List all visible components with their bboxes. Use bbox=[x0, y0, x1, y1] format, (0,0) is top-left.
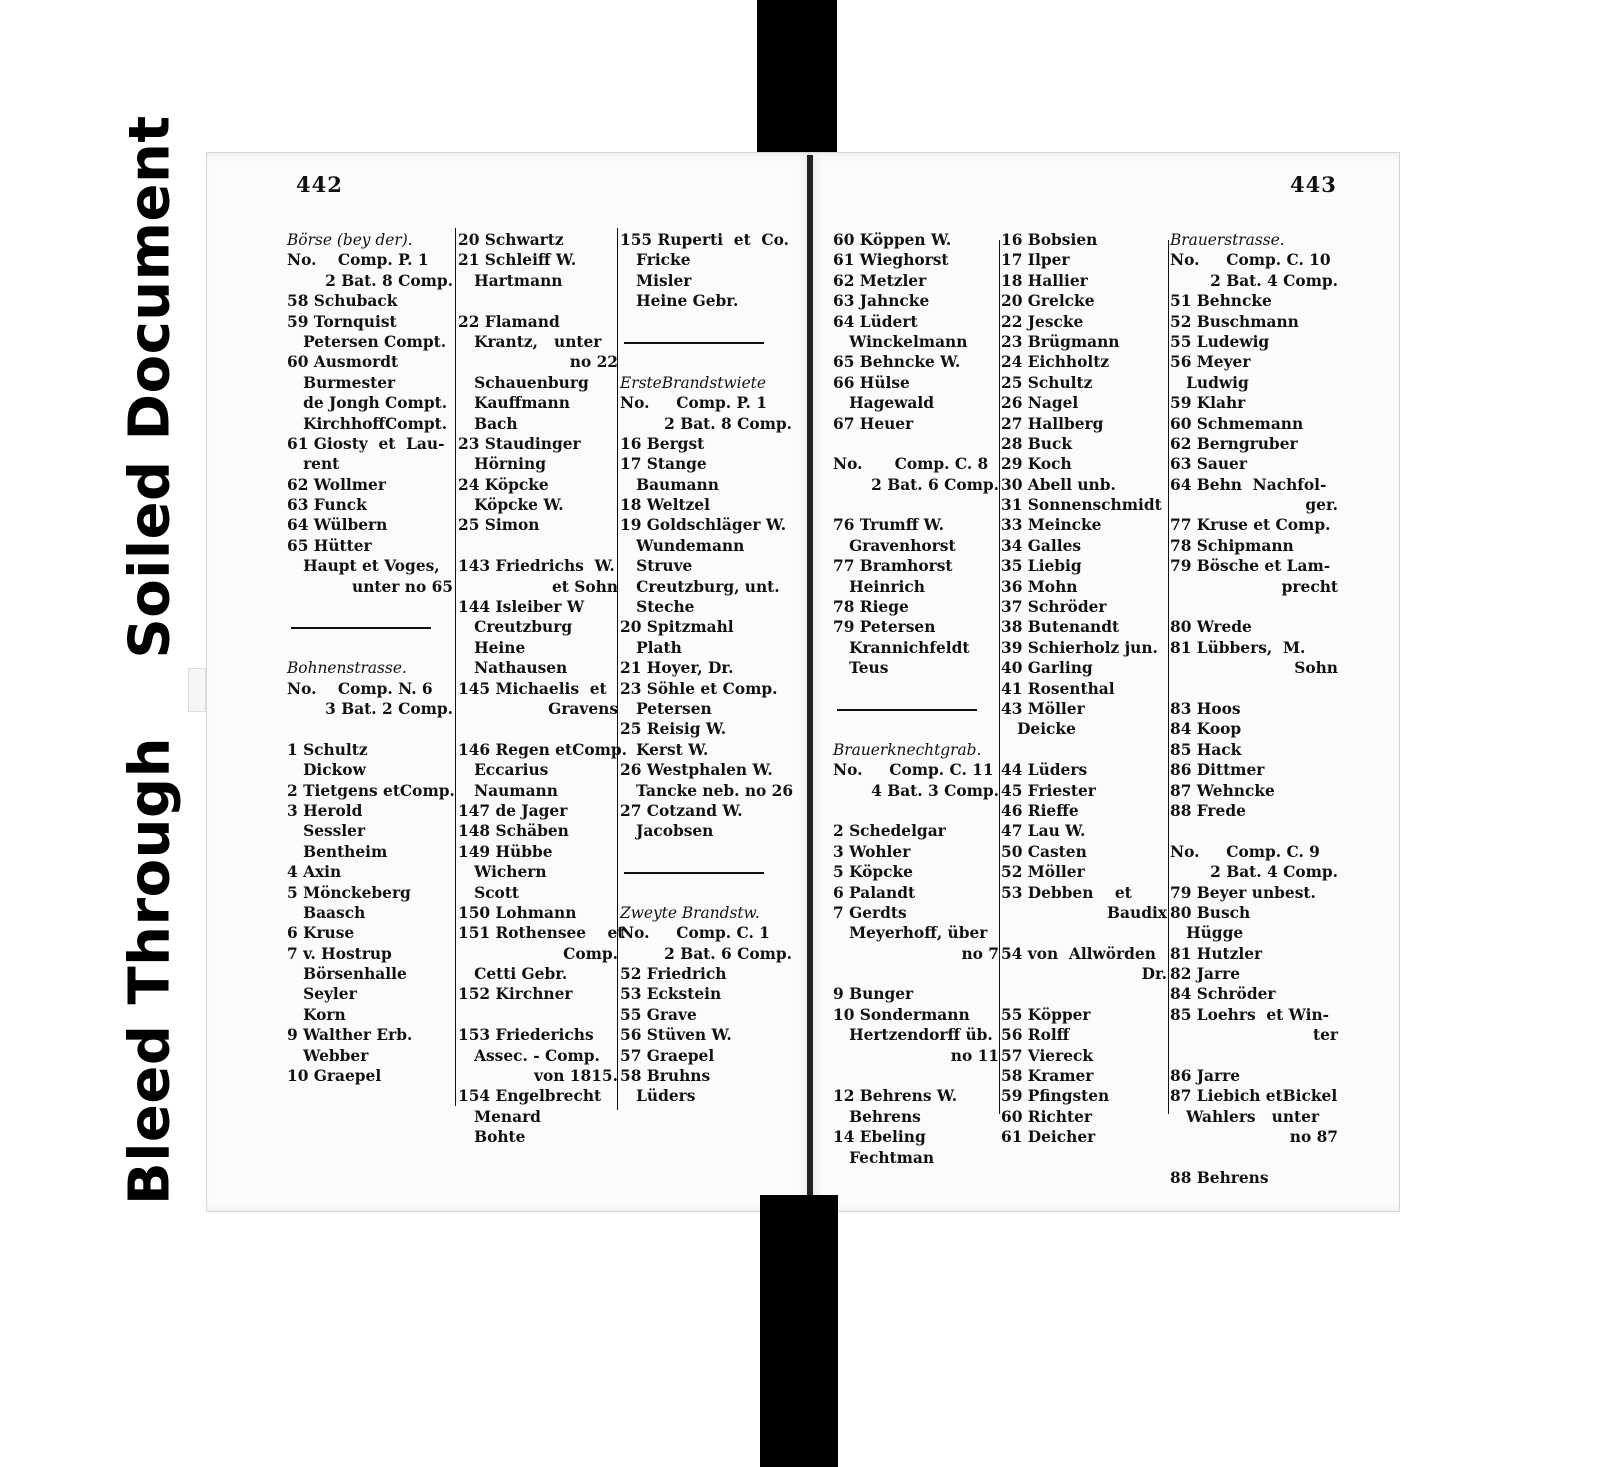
directory-entry: 2 Bat. 4 Comp. bbox=[1210, 271, 1338, 290]
spacer bbox=[1001, 923, 1167, 943]
directory-entry: 28 Buck bbox=[1001, 434, 1073, 453]
directory-entry: Heinrich bbox=[833, 577, 925, 596]
directory-entry: 16 Bergst bbox=[620, 434, 705, 453]
directory-entry: 59 Klahr bbox=[1170, 394, 1246, 413]
directory-entry: 66 Hülse bbox=[833, 373, 910, 392]
directory-entry: Comp. bbox=[563, 944, 618, 963]
directory-entry: 1 Schultz bbox=[287, 740, 368, 759]
directory-entry: 58 Schuback bbox=[287, 292, 398, 311]
directory-entry: 26 Westphalen W. bbox=[620, 761, 773, 780]
directory-entry: 22 Jescke bbox=[1001, 312, 1084, 331]
directory-entry: Burmester bbox=[287, 373, 396, 392]
column-rule bbox=[1168, 240, 1169, 1114]
directory-entry: de Jongh Compt. bbox=[287, 394, 448, 413]
directory-entry: 26 Nagel bbox=[1001, 394, 1079, 413]
directory-entry: precht bbox=[1281, 577, 1338, 596]
street-heading: Börse (bey der). bbox=[287, 231, 413, 249]
directory-entry: Fechtman bbox=[833, 1148, 935, 1167]
stamp-soiled-document: Soiled Document bbox=[117, 115, 183, 659]
directory-entry: unter no 65 bbox=[352, 577, 453, 596]
spacer bbox=[833, 1066, 999, 1086]
directory-entry: Gravens bbox=[548, 699, 618, 718]
directory-entry: 6 Palandt bbox=[833, 883, 916, 902]
directory-entry: Baasch bbox=[287, 903, 366, 922]
stamp-label bbox=[117, 115, 183, 1205]
directory-entry: Dr. bbox=[1141, 965, 1167, 984]
directory-entry: 56 Rolff bbox=[1001, 1026, 1070, 1045]
directory-entry: Webber bbox=[287, 1046, 369, 1065]
directory-entry: Korn bbox=[287, 1005, 346, 1024]
directory-entry: Winckelmann bbox=[833, 332, 968, 351]
spacer bbox=[458, 719, 618, 739]
column-rule bbox=[455, 228, 456, 1106]
directory-entry: 43 Möller bbox=[1001, 699, 1085, 718]
directory-entry: 81 Lübbers, M. bbox=[1170, 638, 1306, 657]
page-number-right: 443 bbox=[1290, 172, 1337, 197]
directory-entry: 64 Lüdert bbox=[833, 312, 918, 331]
directory-entry: 83 Hoos bbox=[1170, 699, 1241, 718]
directory-entry: 79 Beyer unbest. bbox=[1170, 883, 1316, 902]
directory-entry: 85 Loehrs et Win- bbox=[1170, 1005, 1330, 1024]
directory-entry: Köpcke W. bbox=[458, 496, 564, 515]
directory-entry: 86 Jarre bbox=[1170, 1067, 1241, 1086]
directory-entry: 14 Ebeling bbox=[833, 1128, 926, 1147]
directory-entry: 60 Richter bbox=[1001, 1107, 1092, 1126]
directory-entry: 23 Brügmann bbox=[1001, 332, 1120, 351]
spacer bbox=[620, 842, 792, 862]
directory-entry: Haupt et Voges, bbox=[287, 557, 440, 576]
directory-entry: 64 Behn Nachfol- bbox=[1170, 475, 1327, 494]
directory-entry: 63 Funck bbox=[287, 496, 367, 515]
directory-entry: Wahlers unter bbox=[1170, 1107, 1320, 1126]
spacer bbox=[1170, 597, 1338, 617]
directory-entry: No. Comp. P. 1 bbox=[620, 394, 767, 413]
directory-entry: 67 Heuer bbox=[833, 414, 914, 433]
directory-entry: Hörning bbox=[458, 455, 546, 474]
directory-entry: KirchhoffCompt. bbox=[287, 414, 448, 433]
directory-entry: 144 Isleiber W bbox=[458, 598, 585, 617]
directory-entry: 77 Kruse et Comp. bbox=[1170, 516, 1331, 535]
directory-entry: 77 Bramhorst bbox=[833, 557, 953, 576]
directory-entry: 152 Kirchner bbox=[458, 985, 573, 1004]
directory-entry: 148 Schäben bbox=[458, 822, 569, 841]
directory-entry: 9 Walther Erb. bbox=[287, 1026, 413, 1045]
directory-entry: 3 Wohler bbox=[833, 842, 911, 861]
directory-entry: Misler bbox=[620, 271, 692, 290]
directory-entry: 3 Bat. 2 Comp. bbox=[325, 699, 453, 718]
directory-entry: 80 Wrede bbox=[1170, 618, 1252, 637]
directory-column-5 bbox=[1001, 230, 1167, 1148]
spacer bbox=[1170, 1046, 1338, 1066]
spacer bbox=[833, 964, 999, 984]
directory-entry: Creutzburg, unt. bbox=[620, 577, 780, 596]
directory-entry: Wundemann bbox=[620, 536, 745, 555]
directory-entry: 60 Ausmordt bbox=[287, 353, 399, 372]
directory-entry: 40 Garling bbox=[1001, 659, 1093, 678]
directory-entry: Cetti Gebr. bbox=[458, 965, 568, 984]
section-divider bbox=[287, 617, 453, 637]
directory-entry: 63 Jahncke bbox=[833, 292, 930, 311]
spacer bbox=[287, 597, 453, 617]
directory-entry: Lüders bbox=[620, 1087, 696, 1106]
directory-entry: 55 Grave bbox=[620, 1005, 697, 1024]
directory-entry: Kauffmann bbox=[458, 394, 570, 413]
directory-entry: et Sohn bbox=[551, 577, 618, 596]
directory-entry: Struve bbox=[620, 557, 693, 576]
directory-entry: 58 Bruhns bbox=[620, 1067, 711, 1086]
directory-entry: 24 Köpcke bbox=[458, 475, 549, 494]
directory-entry: von 1815. bbox=[534, 1067, 618, 1086]
directory-entry: 62 Berngruber bbox=[1170, 434, 1298, 453]
directory-entry: Ludwig bbox=[1170, 373, 1249, 392]
directory-entry: Wichern bbox=[458, 863, 547, 882]
directory-entry: 39 Schierholz jun. bbox=[1001, 638, 1158, 657]
directory-entry: no 7 bbox=[961, 944, 999, 963]
directory-entry: 88 Behrens bbox=[1170, 1168, 1269, 1187]
directory-entry: 53 Debben et bbox=[1001, 883, 1132, 902]
directory-column-1 bbox=[287, 230, 453, 1086]
directory-entry: 25 Simon bbox=[458, 516, 540, 535]
directory-entry: Kerst W. bbox=[620, 740, 709, 759]
directory-entry: 21 Hoyer, Dr. bbox=[620, 659, 734, 678]
directory-entry: 2 Bat. 6 Comp. bbox=[664, 944, 792, 963]
directory-entry: No. Comp. P. 1 bbox=[287, 251, 429, 270]
directory-entry: 34 Galles bbox=[1001, 536, 1082, 555]
directory-entry: Krannichfeldt bbox=[833, 638, 970, 657]
directory-entry: 31 Sonnenschmidt bbox=[1001, 496, 1162, 515]
directory-column-4 bbox=[833, 230, 999, 1168]
directory-entry: Baudix bbox=[1107, 903, 1167, 922]
spacer bbox=[833, 495, 999, 515]
directory-entry: Creutzburg bbox=[458, 618, 573, 637]
directory-entry: Tancke neb. no 26 bbox=[620, 781, 794, 800]
spacer bbox=[620, 883, 792, 903]
directory-entry: Petersen Compt. bbox=[287, 332, 447, 351]
directory-entry: 65 Behncke W. bbox=[833, 353, 961, 372]
street-heading: ErsteBrandstwiete bbox=[620, 373, 766, 392]
directory-entry: 54 von Allwörden bbox=[1001, 944, 1156, 963]
column-rule bbox=[617, 228, 618, 1110]
directory-entry: no 22 bbox=[569, 353, 618, 372]
directory-entry: 4 Bat. 3 Comp. bbox=[871, 781, 999, 800]
directory-entry: 52 Friedrich bbox=[620, 965, 727, 984]
directory-entry: 20 Schwartz bbox=[458, 231, 564, 249]
directory-entry: 65 Hütter bbox=[287, 536, 372, 555]
directory-entry: 44 Lüders bbox=[1001, 761, 1088, 780]
directory-entry: 19 Goldschläger W. bbox=[620, 516, 787, 535]
directory-entry: Gravenhorst bbox=[833, 536, 956, 555]
directory-entry: 56 Meyer bbox=[1170, 353, 1251, 372]
directory-entry: 2 Bat. 4 Comp. bbox=[1210, 863, 1338, 882]
directory-entry: 24 Eichholtz bbox=[1001, 353, 1110, 372]
directory-entry: 151 Rothensee et bbox=[458, 924, 625, 943]
directory-entry: 7 v. Hostrup bbox=[287, 944, 392, 963]
spacer bbox=[458, 536, 618, 556]
directory-entry: Naumann bbox=[458, 781, 558, 800]
directory-entry: ter bbox=[1312, 1026, 1338, 1045]
directory-entry: 50 Casten bbox=[1001, 842, 1087, 861]
directory-entry: 88 Frede bbox=[1170, 801, 1246, 820]
directory-entry: No. Comp. C. 1 bbox=[620, 924, 770, 943]
directory-entry: 155 Ruperti et Co. bbox=[620, 231, 790, 249]
directory-entry: 6 Kruse bbox=[287, 924, 355, 943]
directory-entry: 36 Mohn bbox=[1001, 577, 1078, 596]
directory-entry: 18 Hallier bbox=[1001, 271, 1088, 290]
directory-column-6 bbox=[1170, 230, 1338, 1188]
directory-entry: 52 Buschmann bbox=[1170, 312, 1299, 331]
directory-entry: 78 Riege bbox=[833, 598, 909, 617]
directory-entry: 25 Schultz bbox=[1001, 373, 1093, 392]
directory-entry: Deicke bbox=[1001, 720, 1076, 739]
directory-entry: 150 Lohmann bbox=[458, 903, 577, 922]
directory-entry: 20 Spitzmahl bbox=[620, 618, 734, 637]
spacer bbox=[287, 719, 453, 739]
directory-entry: no 87 bbox=[1289, 1128, 1338, 1147]
directory-entry: 146 Regen etComp. bbox=[458, 740, 627, 759]
directory-entry: 41 Rosenthal bbox=[1001, 679, 1115, 698]
directory-entry: Börsenhalle bbox=[287, 965, 407, 984]
spacer bbox=[833, 679, 999, 699]
directory-entry: 22 Flamand bbox=[458, 312, 560, 331]
directory-entry: 38 Butenandt bbox=[1001, 618, 1120, 637]
directory-entry: 2 Tietgens etComp. bbox=[287, 781, 455, 800]
directory-entry: 61 Deicher bbox=[1001, 1128, 1096, 1147]
directory-entry: Menard bbox=[458, 1107, 541, 1126]
street-heading: Brauerstrasse. bbox=[1170, 231, 1285, 249]
spacer bbox=[833, 434, 999, 454]
directory-entry: 76 Trumff W. bbox=[833, 516, 944, 535]
directory-entry: Sohn bbox=[1294, 659, 1338, 678]
spacer bbox=[1170, 821, 1338, 841]
directory-entry: no 11 bbox=[950, 1046, 999, 1065]
directory-entry: Heine bbox=[458, 638, 526, 657]
directory-entry: 61 Giosty et Lau- bbox=[287, 434, 445, 453]
directory-entry: 64 Wülbern bbox=[287, 516, 388, 535]
spacer bbox=[833, 719, 999, 739]
directory-entry: 58 Kramer bbox=[1001, 1067, 1094, 1086]
directory-column-3 bbox=[620, 230, 792, 1107]
directory-entry: Bach bbox=[458, 414, 518, 433]
directory-entry: 53 Eckstein bbox=[620, 985, 722, 1004]
directory-entry: 63 Sauer bbox=[1170, 455, 1247, 474]
directory-entry: 37 Schröder bbox=[1001, 598, 1107, 617]
directory-entry: 10 Graepel bbox=[287, 1067, 382, 1086]
directory-entry: 52 Möller bbox=[1001, 863, 1085, 882]
directory-entry: 87 Liebich etBickel bbox=[1170, 1087, 1338, 1106]
directory-entry: Hertzendorff üb. bbox=[833, 1026, 993, 1045]
directory-entry: No. Comp. C. 9 bbox=[1170, 842, 1320, 861]
directory-entry: Nathausen bbox=[458, 659, 568, 678]
section-divider bbox=[620, 332, 792, 352]
directory-entry: 27 Hallberg bbox=[1001, 414, 1104, 433]
directory-entry: Sessler bbox=[287, 822, 366, 841]
directory-entry: Fricke bbox=[620, 251, 691, 270]
directory-entry: 45 Friester bbox=[1001, 781, 1096, 800]
directory-entry: 82 Jarre bbox=[1170, 965, 1241, 984]
directory-entry: No. Comp. C. 11 bbox=[833, 761, 994, 780]
directory-column-2 bbox=[458, 230, 627, 1148]
spacer bbox=[620, 312, 792, 332]
directory-entry: Hagewald bbox=[833, 394, 934, 413]
directory-entry: 23 Staudinger bbox=[458, 434, 581, 453]
directory-entry: 51 Behncke bbox=[1170, 292, 1272, 311]
directory-entry: Jacobsen bbox=[620, 822, 714, 841]
directory-entry: rent bbox=[287, 455, 340, 474]
directory-entry: Steche bbox=[620, 598, 695, 617]
directory-entry: 60 Schmemann bbox=[1170, 414, 1304, 433]
column-rule bbox=[999, 240, 1000, 1114]
directory-entry: 29 Koch bbox=[1001, 455, 1072, 474]
directory-entry: 33 Meincke bbox=[1001, 516, 1102, 535]
street-heading: Bohnenstrasse. bbox=[287, 659, 407, 678]
directory-entry: 143 Friedrichs W. bbox=[458, 557, 615, 576]
spacer bbox=[458, 1005, 618, 1025]
directory-entry: Plath bbox=[620, 638, 682, 657]
directory-entry: 27 Cotzand W. bbox=[620, 801, 743, 820]
directory-entry: 145 Michaelis et bbox=[458, 679, 607, 698]
directory-entry: Dickow bbox=[287, 761, 366, 780]
directory-entry: 59 Pfingsten bbox=[1001, 1087, 1110, 1106]
directory-entry: Schauenburg bbox=[458, 373, 589, 392]
spacer bbox=[1170, 679, 1338, 699]
directory-entry: 80 Busch bbox=[1170, 903, 1251, 922]
spacer bbox=[458, 291, 618, 311]
directory-entry: 56 Stüven W. bbox=[620, 1026, 732, 1045]
section-divider bbox=[833, 699, 999, 719]
directory-entry: No. Comp. C. 8 bbox=[833, 455, 989, 474]
directory-entry: 47 Lau W. bbox=[1001, 822, 1086, 841]
stamp-bleed-through: Bleed Through bbox=[117, 737, 183, 1205]
directory-entry: 2 Bat. 8 Comp. bbox=[664, 414, 792, 433]
directory-entry: 62 Wollmer bbox=[287, 475, 386, 494]
directory-entry: 78 Schipmann bbox=[1170, 536, 1294, 555]
spacer bbox=[1001, 740, 1167, 760]
directory-entry: 21 Schleiff W. bbox=[458, 251, 577, 270]
directory-entry: 35 Liebig bbox=[1001, 557, 1082, 576]
directory-entry: 12 Behrens W. bbox=[833, 1087, 958, 1106]
directory-entry: Assec. - Comp. bbox=[458, 1046, 600, 1065]
directory-entry: 153 Friederichs bbox=[458, 1026, 594, 1045]
directory-entry: No. Comp. N. 6 bbox=[287, 679, 433, 698]
directory-entry: 20 Grelcke bbox=[1001, 292, 1095, 311]
directory-entry: 2 Bat. 8 Comp. bbox=[325, 271, 453, 290]
directory-entry: 7 Gerdts bbox=[833, 903, 907, 922]
directory-entry: 2 Bat. 6 Comp. bbox=[871, 475, 999, 494]
directory-entry: Scott bbox=[458, 883, 520, 902]
section-divider bbox=[620, 862, 792, 882]
book-spine-bottom bbox=[760, 1195, 838, 1467]
directory-entry: 4 Axin bbox=[287, 863, 342, 882]
directory-entry: 5 Mönckeberg bbox=[287, 883, 411, 902]
spacer bbox=[1001, 984, 1167, 1004]
directory-entry: 61 Wieghorst bbox=[833, 251, 949, 270]
directory-entry: 59 Tornquist bbox=[287, 312, 397, 331]
directory-entry: 84 Schröder bbox=[1170, 985, 1276, 1004]
directory-entry: 81 Hutzler bbox=[1170, 944, 1263, 963]
directory-entry: 3 Herold bbox=[287, 801, 363, 820]
directory-entry: Seyler bbox=[287, 985, 357, 1004]
directory-entry: 147 de Jager bbox=[458, 801, 568, 820]
directory-entry: 5 Köpcke bbox=[833, 863, 913, 882]
directory-entry: Krantz, unter bbox=[458, 332, 602, 351]
directory-entry: 10 Sondermann bbox=[833, 1005, 970, 1024]
spacer bbox=[620, 352, 792, 372]
book-spine-top bbox=[757, 0, 837, 160]
page-tab bbox=[188, 668, 206, 712]
page-number-left: 442 bbox=[296, 172, 343, 197]
directory-entry: 62 Metzler bbox=[833, 271, 927, 290]
directory-entry: Hartmann bbox=[458, 271, 563, 290]
street-heading: Brauerknechtgrab. bbox=[833, 740, 982, 759]
street-heading: Zweyte Brandstw. bbox=[620, 903, 760, 922]
directory-entry: 16 Bobsien bbox=[1001, 231, 1098, 249]
directory-entry: Baumann bbox=[620, 475, 719, 494]
book-gutter bbox=[807, 155, 813, 1210]
directory-entry: 46 Rieffe bbox=[1001, 801, 1079, 820]
directory-entry: 55 Köpper bbox=[1001, 1005, 1091, 1024]
directory-entry: Teus bbox=[833, 659, 889, 678]
directory-entry: 154 Engelbrecht bbox=[458, 1087, 602, 1106]
spacer bbox=[833, 801, 999, 821]
directory-entry: 79 Bösche et Lam- bbox=[1170, 557, 1331, 576]
directory-entry: 17 Ilper bbox=[1001, 251, 1070, 270]
directory-entry: Petersen bbox=[620, 699, 712, 718]
directory-entry: 87 Wehncke bbox=[1170, 781, 1275, 800]
directory-entry: Heine Gebr. bbox=[620, 292, 739, 311]
directory-entry: 18 Weltzel bbox=[620, 496, 710, 515]
directory-entry: 9 Bunger bbox=[833, 985, 914, 1004]
directory-entry: 25 Reisig W. bbox=[620, 720, 727, 739]
directory-entry: Bohte bbox=[458, 1128, 526, 1147]
directory-entry: Bentheim bbox=[287, 842, 388, 861]
directory-entry: 149 Hübbe bbox=[458, 842, 553, 861]
spacer bbox=[1170, 1148, 1338, 1168]
directory-entry: Meyerhoff, über bbox=[833, 924, 988, 943]
directory-entry: 86 Dittmer bbox=[1170, 761, 1265, 780]
directory-entry: Hügge bbox=[1170, 924, 1244, 943]
directory-entry: 85 Hack bbox=[1170, 740, 1242, 759]
directory-entry: 55 Ludewig bbox=[1170, 332, 1270, 351]
directory-entry: 23 Söhle et Comp. bbox=[620, 679, 778, 698]
directory-entry: 17 Stange bbox=[620, 455, 707, 474]
directory-entry: 79 Petersen bbox=[833, 618, 936, 637]
directory-entry: No. Comp. C. 10 bbox=[1170, 251, 1331, 270]
directory-entry: 30 Abell unb. bbox=[1001, 475, 1116, 494]
directory-entry: ger. bbox=[1305, 496, 1338, 515]
directory-entry: 60 Köppen W. bbox=[833, 231, 952, 249]
directory-entry: 57 Graepel bbox=[620, 1046, 715, 1065]
spacer bbox=[287, 638, 453, 658]
directory-entry: Behrens bbox=[833, 1107, 921, 1126]
directory-entry: Eccarius bbox=[458, 761, 549, 780]
directory-entry: 57 Viereck bbox=[1001, 1046, 1094, 1065]
directory-entry: 2 Schedelgar bbox=[833, 822, 946, 841]
directory-entry: 84 Koop bbox=[1170, 720, 1242, 739]
